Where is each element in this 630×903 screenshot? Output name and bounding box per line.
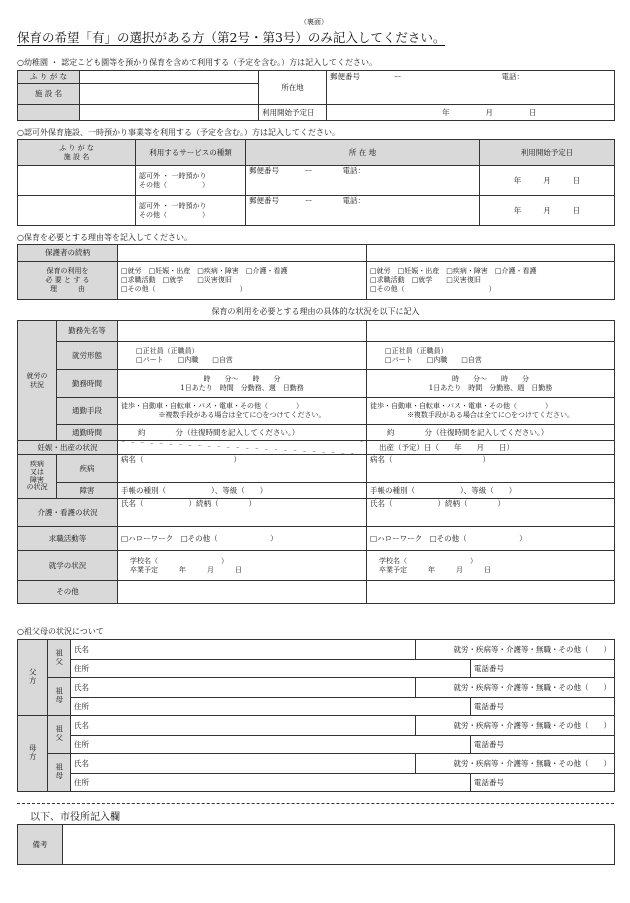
d: 日	[529, 107, 537, 117]
other-label: その他	[18, 581, 118, 604]
job-search-label: 求職活動等	[18, 527, 118, 551]
page-title: 保育の希望「有」の選択がある方（第2号・第3号）のみ記入してください。	[17, 30, 446, 45]
pgf-name-field[interactable]: 氏名	[71, 640, 416, 660]
service-field-2[interactable]: 認可外 ・ 一時預かり その他（ ）	[136, 196, 246, 226]
employer-label: 勤務先名等	[57, 321, 118, 342]
work-status-label: 就労の 状況	[18, 321, 57, 441]
remarks-label: 備考	[18, 825, 63, 865]
reason-table	[17, 244, 615, 300]
furigana-label: ふ り が な	[18, 71, 80, 84]
sec2-heading: ○認可外保育施設、一時預かり事業等を利用する（予定を含む。）方は記入してください。	[17, 128, 340, 137]
location-header: 所 在 地	[246, 140, 480, 166]
mgm-addr-field[interactable]: 住所	[71, 774, 471, 792]
facility-label: 施 設 名	[18, 84, 80, 105]
mgf-tel-field[interactable]: 電話番号	[471, 736, 615, 754]
commute-time-field-2[interactable]: 約 分（往復時間を記入してください。）	[367, 425, 615, 441]
location-label: 所在地	[259, 71, 327, 105]
postal-label: 郵便番号	[330, 72, 360, 81]
start-label: 利用開始予定日	[259, 105, 327, 121]
mgf-name-field[interactable]: 氏名	[71, 716, 416, 736]
furigana-facility-header: ふ り が な 施 設 名	[18, 140, 136, 166]
emp-form-field-2[interactable]: □正社員（正職員） □パート □内職 □自営	[367, 342, 615, 370]
hours-field-2[interactable]: 時 分～ 時 分 1日あたり 時間 分勤務、週 日勤務	[367, 370, 615, 398]
location-field[interactable]	[327, 71, 615, 105]
guardian-field-1[interactable]	[118, 245, 367, 262]
study-field-2[interactable]: 学校名（ ） 卒業予定 年 月 日	[367, 551, 615, 581]
pregnancy-field-1[interactable]	[118, 441, 367, 455]
start-field[interactable]	[327, 105, 615, 121]
maternal-gm-label: 祖母	[48, 754, 71, 792]
study-field-1[interactable]: 学校名（ ） 卒業予定 年 月 日	[118, 551, 367, 581]
maternal-label: 母方	[18, 716, 48, 792]
disease-field-2[interactable]: 病名（ ）	[367, 455, 615, 483]
illness-label: 疾病	[57, 455, 118, 483]
other-field-1[interactable]	[118, 581, 367, 604]
office-heading: 以下、市役所記入欄	[30, 812, 120, 823]
mgf-addr-field[interactable]: 住所	[71, 736, 471, 754]
sec1-heading: ○幼稚園 ・ 認定こども園等を預かり保育を含めて利用する（予定を含む。）方は記入してください。	[17, 58, 378, 67]
other-field-2[interactable]	[367, 581, 615, 604]
kindergarten-table	[17, 70, 615, 121]
m: 月	[485, 107, 493, 117]
unlicensed-table	[17, 139, 615, 226]
phone-label: 電話：	[501, 72, 524, 81]
hours-field-1[interactable]: 時 分～ 時 分 1日あたり 時間 分勤務、週 日勤務	[118, 370, 367, 398]
handbook-field-2[interactable]: 手帳の種別（ ）、等級（ ）	[367, 483, 615, 499]
employer-field-2[interactable]	[367, 321, 615, 342]
pgf-tel-field[interactable]: 電話番号	[471, 660, 615, 678]
service-header: 利用するサービスの種類	[136, 140, 246, 166]
disease-field-1[interactable]: 病名（ ）	[118, 455, 367, 483]
guardian-label: 保護者の続柄	[18, 245, 118, 262]
disability-label: 障害	[57, 483, 118, 499]
study-label: 就学の状況	[18, 551, 118, 581]
pregnancy-label: 妊娠・出産の状況	[18, 441, 118, 455]
mgm-status-field[interactable]: 就労・疾病等・介護等・無職・その他（ ）	[416, 754, 615, 774]
maternal-gf-label: 祖父	[48, 716, 71, 754]
use-reason-label: 保育の利用を 必 要 と す る 理 由	[18, 262, 118, 300]
start-header: 利用開始予定日	[480, 140, 615, 166]
paternal-gm-label: 祖母	[48, 678, 71, 716]
grandparents-table	[17, 639, 615, 792]
y: 年	[442, 107, 450, 117]
paternal-gf-label: 祖父	[48, 640, 71, 678]
commute-field-1[interactable]: 徒歩・自動車・自転車・バス・電車・その他（ ） ※複数手段がある場合は全てに○をつけてください。	[118, 398, 367, 425]
mgm-tel-field[interactable]: 電話番号	[471, 774, 615, 792]
sec3-heading: ○保育を必要とする理由等を記入してください。	[17, 233, 192, 242]
facility-field-1[interactable]	[18, 166, 136, 196]
pregnancy-field-2[interactable]: 出産（予定）日（ 年 月 日）	[367, 441, 615, 455]
location-field-1[interactable]: 郵便番号 ー 電話：	[246, 166, 480, 196]
start-field-2[interactable]: 年 月 日	[480, 196, 615, 226]
facility-field[interactable]	[80, 84, 259, 105]
care-label: 介護・看護の状況	[18, 499, 118, 527]
job-search-field-2[interactable]: □ハローワーク □その他（ ）	[367, 527, 615, 551]
dash: ー	[394, 72, 402, 81]
remarks-field[interactable]	[63, 825, 615, 865]
reason-options-1[interactable]: □就労 □妊娠・出産 □疾病・障害 □介護・看護 □求職活動 □就学 □災害復旧 □その他（ ）	[118, 262, 367, 300]
mgm-name-field[interactable]: 氏名	[71, 754, 416, 774]
pgf-addr-field[interactable]: 住所	[71, 660, 471, 678]
reason-options-2[interactable]: □就労 □妊娠・出産 □疾病・障害 □介護・看護 □求職活動 □就学 □災害復旧 □その他（ ）	[367, 262, 615, 300]
commute-label: 通勤手段	[57, 398, 118, 425]
illness-status-label: 疾病 又は 障害 の状況	[18, 455, 57, 499]
furigana-field[interactable]	[80, 71, 259, 84]
pgm-addr-field[interactable]: 住所	[71, 698, 471, 716]
remarks-table	[17, 824, 615, 865]
detail-title: 保育の利用を必要とする理由の具体的な状況を以下に記入	[211, 307, 420, 316]
guardian-field-2[interactable]	[367, 245, 615, 262]
handbook-field-1[interactable]: 手帳の種別（ ）、等級（ ）	[118, 483, 367, 499]
hours-label: 勤務時間	[57, 370, 118, 398]
start-field-1[interactable]: 年 月 日	[480, 166, 615, 196]
back-label: （裏面）	[300, 18, 328, 26]
employer-field-1[interactable]	[118, 321, 367, 342]
service-field-1[interactable]: 認可外 ・ 一時預かり その他（ ）	[136, 166, 246, 196]
commute-field-2[interactable]: 徒歩・自動車・自転車・バス・電車・その他（ ） ※複数手段がある場合は全てに○をつけてください。	[367, 398, 615, 425]
pgm-tel-field[interactable]: 電話番号	[471, 698, 615, 716]
sec4-heading: ○祖父母の状況について	[17, 627, 104, 636]
facility-field-2[interactable]	[18, 196, 136, 226]
emp-form-label: 就労形態	[57, 342, 118, 370]
pgf-status-field[interactable]: 就労・疾病等・介護等・無職・その他（ ）	[416, 640, 615, 660]
job-search-field-1[interactable]: □ハローワーク □その他（ ）	[118, 527, 367, 551]
paternal-label: 父方	[18, 640, 48, 716]
commute-time-field-1[interactable]: 約 分（往復時間を記入してください。）	[118, 425, 367, 441]
care-field-2[interactable]: 氏名（ ）続柄（ ）	[367, 499, 615, 527]
emp-form-field-1[interactable]: □正社員（正職員） □パート □内職 □自営	[118, 342, 367, 370]
pgm-name-field[interactable]: 氏名	[71, 678, 416, 698]
pgm-status-field[interactable]: 就労・疾病等・介護等・無職・その他（ ）	[416, 678, 615, 698]
mgf-status-field[interactable]: 就労・疾病等・介護等・無職・その他（ ）	[416, 716, 615, 736]
location-field-2[interactable]: 郵便番号 ー 電話：	[246, 196, 480, 226]
care-field-1[interactable]: 氏名（ ）続柄（ ）	[118, 499, 367, 527]
dashed-separator	[17, 803, 614, 804]
detail-table	[17, 320, 615, 604]
commute-time-label: 通勤時間	[57, 425, 118, 441]
